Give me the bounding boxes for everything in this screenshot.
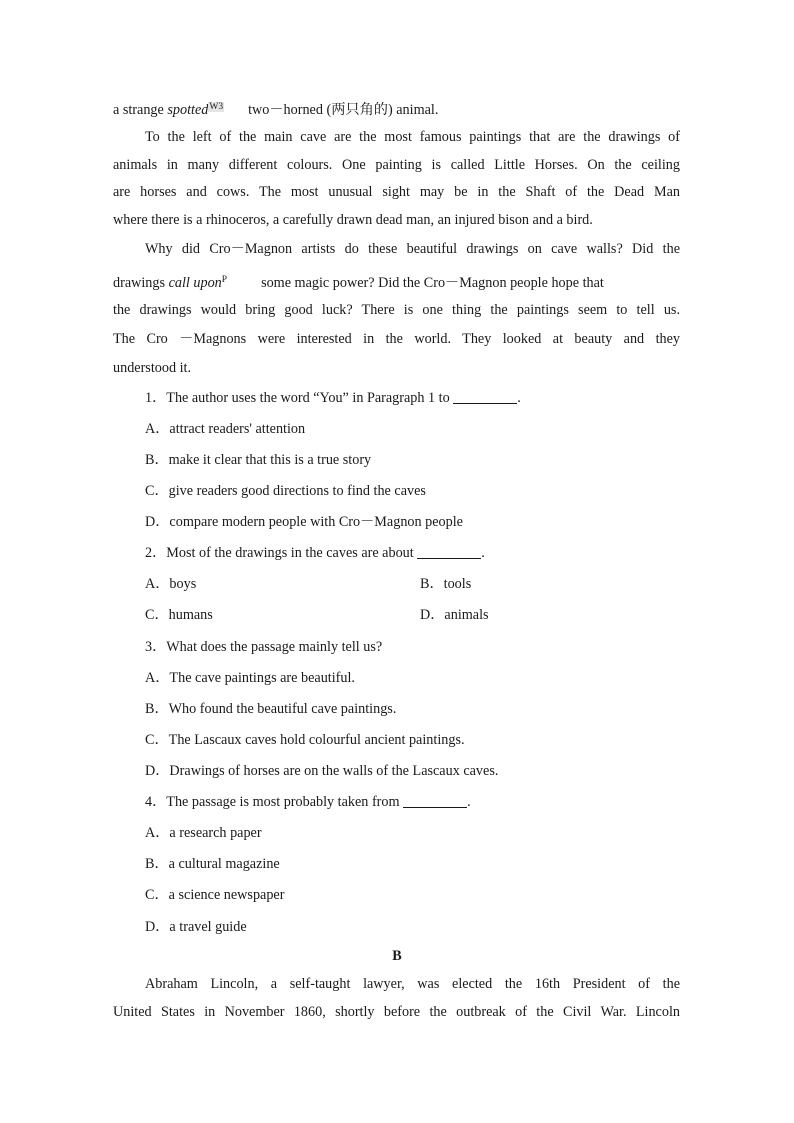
word-tag: W3 <box>209 102 224 112</box>
passage-a-line-4: are horses and cows. The most unusual sight may be in the Shaft of the Dead Man <box>113 184 680 200</box>
passage-b-line-1: Abraham Lincoln, a self-taught lawyer, was elected the 16th President of the <box>145 976 680 992</box>
question-2-option-b: B．tools <box>420 576 472 592</box>
passage-a-line-10: understood it. <box>113 360 192 376</box>
question-2-option-c: C．humans <box>145 607 213 623</box>
question-3-option-a: A．The cave paintings are beautiful. <box>145 670 355 686</box>
question-4-option-d: D．a travel guide <box>145 919 247 935</box>
passage-a-line-3: animals in many different colours. One painting is called Little Horses. On the ceiling <box>113 157 680 173</box>
question-1-option-a: A．attract readers' attention <box>145 421 306 437</box>
question-4-option-b: B．a cultural magazine <box>145 856 280 872</box>
passage-a-line-2: To the left of the main cave are the most famous paintings that are the drawings of <box>145 129 680 145</box>
question-3-option-c: C．The Lascaux caves hold colourful ancient paintings. <box>145 732 465 748</box>
answer-blank <box>417 545 481 559</box>
question-2-stem: 2．Most of the drawings in the caves are about . <box>145 545 485 561</box>
question-1-option-d: D．compare modern people with Cro－Magnon people <box>145 514 463 530</box>
answer-blank <box>403 794 467 808</box>
passage-a-line-1: a strange spotted$^{W3}$ two－horned (两只角的) animal. <box>113 102 439 118</box>
question-1-option-c: C．give readers good directions to find the caves <box>145 483 426 499</box>
word-tag: P <box>221 275 228 285</box>
question-3-option-b: B．Who found the beautiful cave paintings. <box>145 701 397 717</box>
passage-a-line-5: where there is a rhinoceros, a carefully drawn dead man, an injured bison and a bird. <box>113 212 593 228</box>
question-4-option-c: C．a science newspaper <box>145 887 285 903</box>
question-1-option-b: B．make it clear that this is a true story <box>145 452 372 468</box>
passage-b-line-2: United States in November 1860, shortly before the outbreak of the Civil War. Lincoln <box>113 1004 680 1020</box>
question-2-option-d: D．animals <box>420 607 489 623</box>
passage-a-line-9: The Cro －Magnons were interested in the world. They looked at beauty and they <box>113 331 680 347</box>
passage-a-line-8: the drawings would bring good luck? There is one thing the paintings seem to tell us. <box>113 302 680 318</box>
question-4-stem: 4．The passage is most probably taken from . <box>145 794 471 810</box>
question-3-option-d: D．Drawings of horses are on the walls of the Lascaux caves. <box>145 763 499 779</box>
question-1-stem: 1．The author uses the word “You” in Paragraph 1 to . <box>145 390 521 406</box>
answer-blank <box>453 390 517 404</box>
passage-a-line-6: Why did Cro－Magnon artists do these beautiful drawings on cave walls? Did the <box>145 241 680 257</box>
question-4-option-a: A．a research paper <box>145 825 262 841</box>
section-b-title: B <box>392 948 402 964</box>
question-3-stem: 3．What does the passage mainly tell us? <box>145 639 383 655</box>
question-2-option-a: A．boys <box>145 576 197 592</box>
passage-a-line-7: drawings call upon$^P$ some magic power? Did the Cro－Magnon people hope that <box>113 275 604 291</box>
